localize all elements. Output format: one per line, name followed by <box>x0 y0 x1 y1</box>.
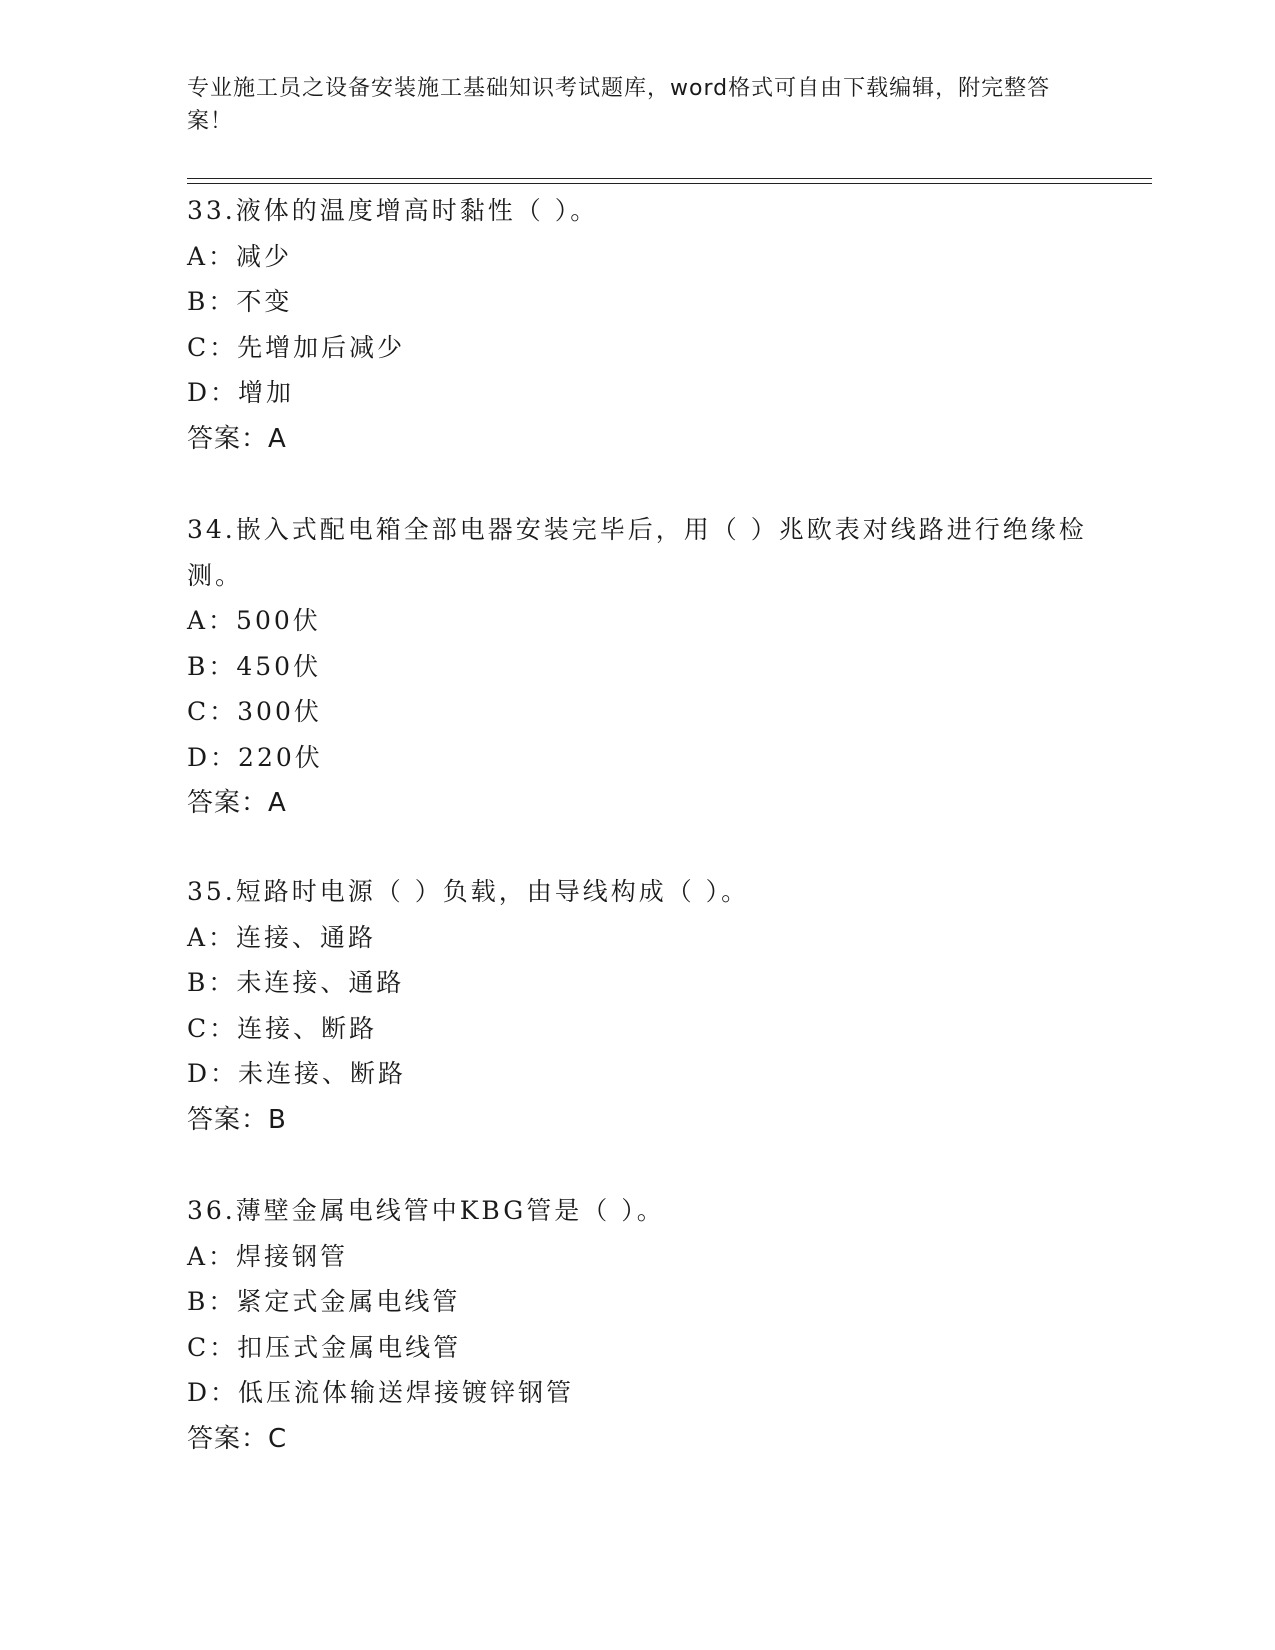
answer: 答案：C <box>187 1423 288 1454</box>
option-a: A：减少 <box>187 241 293 271</box>
question-stem: 34.嵌入式配电箱全部电器安装完毕后，用（ ）兆欧表对线路进行绝缘检测。 <box>187 515 1087 590</box>
option-c: C：300伏 <box>187 697 322 726</box>
option-d: D：220伏 <box>187 742 323 772</box>
header-divider-bottom <box>187 183 1152 184</box>
option-b: B：紧定式金属电线管 <box>187 1287 461 1316</box>
answer: 答案：A <box>187 423 287 454</box>
question-36 <box>187 1188 1087 1462</box>
question-stem: 36.薄壁金属电线管中KBG管是（ ）。 <box>187 1196 665 1225</box>
question-35 <box>187 869 1087 1143</box>
option-b: B：不变 <box>187 287 293 316</box>
option-c: C：先增加后减少 <box>187 332 406 362</box>
option-b: B：未连接、通路 <box>187 968 405 997</box>
question-stem: 35.短路时电源（ ）负载，由导线构成（ ）。 <box>187 877 750 906</box>
question-stem: 33.液体的温度增高时黏性（ ）。 <box>187 196 599 225</box>
question-34 <box>187 507 1087 826</box>
answer: 答案：B <box>187 1104 287 1135</box>
option-a: A：焊接钢管 <box>187 1241 349 1271</box>
option-d: D：增加 <box>187 378 295 407</box>
option-c: C：连接、断路 <box>187 1013 378 1043</box>
answer: 答案：A <box>187 788 287 818</box>
option-d: D：低压流体输送焊接镀锌钢管 <box>187 1378 575 1407</box>
option-a: A：连接、通路 <box>187 922 377 952</box>
header-divider-top <box>187 178 1152 179</box>
document-header: 专业施工员之设备安装施工基础知识考试题库，word格式可自由下载编辑，附完整答案！ <box>187 76 1051 134</box>
question-33 <box>187 188 1087 462</box>
option-b: B：450伏 <box>187 651 322 681</box>
option-c: C：扣压式金属电线管 <box>187 1332 462 1362</box>
option-d: D：未连接、断路 <box>187 1059 407 1088</box>
option-a: A：500伏 <box>187 606 321 635</box>
